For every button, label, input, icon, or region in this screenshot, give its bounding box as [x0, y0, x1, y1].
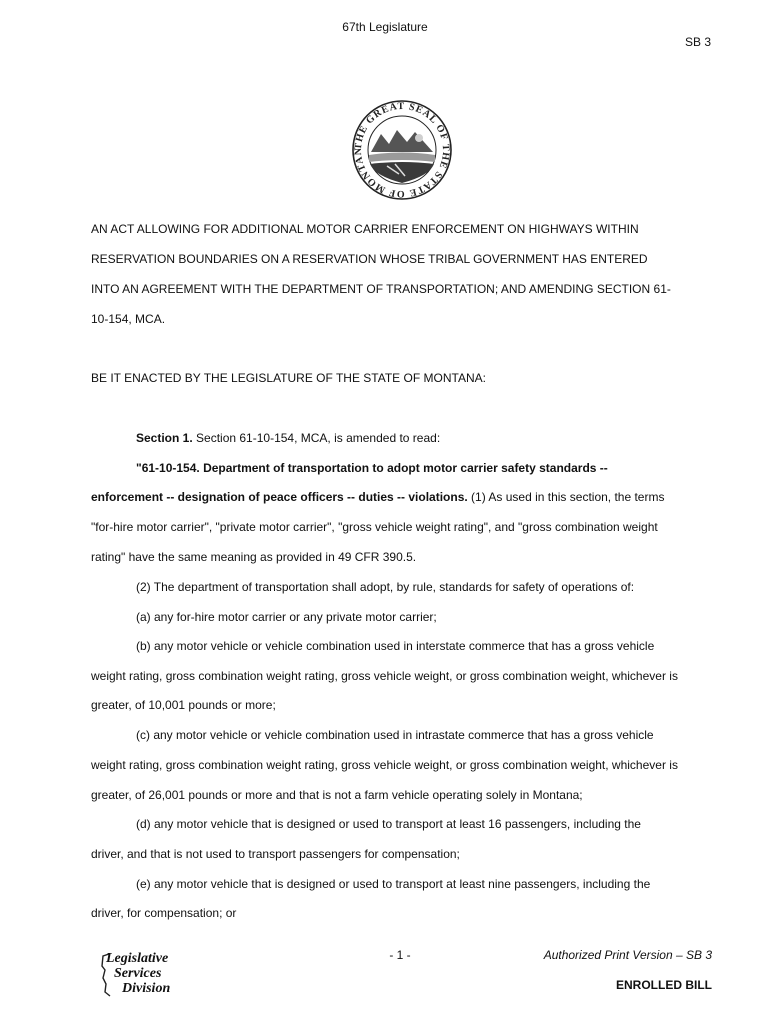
- section-heading-line-2: [91, 490, 664, 504]
- enacting-clause: BE IT ENACTED BY THE LEGISLATURE OF THE STATE OF MONTANA:: [91, 371, 486, 385]
- state-seal-icon: [339, 100, 465, 200]
- page-number: - 1 -: [389, 948, 411, 962]
- body-line: "for-hire motor carrier", "private motor carrier", "gross vehicle weight rating", and "gross combination weight: [91, 520, 658, 534]
- section-1-text: Section 61-10-154, MCA, is amended to read:: [192, 431, 441, 445]
- body-line: greater, of 10,001 pounds or more;: [91, 698, 276, 712]
- body-line: (d) any motor vehicle that is designed or used to transport at least 16 passengers, including the: [136, 817, 641, 831]
- print-version: Authorized Print Version – SB 3: [543, 948, 712, 962]
- enrolled-bill-label: ENROLLED BILL: [616, 978, 712, 992]
- logo-line-1: Legislative: [106, 951, 169, 966]
- section-1-intro: [136, 431, 440, 445]
- state-seal: [339, 100, 465, 200]
- logo-line-3: Division: [122, 981, 171, 996]
- section-heading-line-1: "61-10-154. Department of transportation to adopt motor carrier safety standards --: [136, 461, 608, 475]
- title-line: RESERVATION BOUNDARIES ON A RESERVATION WHOSE TRIBAL GOVERNMENT HAS ENTERED: [91, 252, 648, 266]
- body-line: (b) any motor vehicle or vehicle combination used in interstate commerce that has a gross vehicle: [136, 639, 655, 653]
- body-line: weight rating, gross combination weight rating, gross vehicle weight, or gross combination weight, whichever is: [91, 669, 678, 683]
- body-line: driver, and that is not used to transport passengers for compensation;: [91, 847, 460, 861]
- body-line: (a) any for-hire motor carrier or any private motor carrier;: [136, 610, 437, 624]
- seal-text: THE GREAT SEAL OF THE STATE OF MONTAN: [352, 100, 452, 200]
- body-line: (2) The department of transportation shall adopt, by rule, standards for safety of operations of:: [136, 580, 635, 594]
- legislature-label: 67th Legislature: [342, 20, 428, 34]
- title-line: INTO AN AGREEMENT WITH THE DEPARTMENT OF TRANSPORTATION; AND AMENDING SECTION 61-: [91, 282, 671, 296]
- body-line: greater, of 26,001 pounds or more and that is not a farm vehicle operating solely in Montana;: [91, 788, 583, 802]
- title-line: 10-154, MCA.: [91, 312, 166, 326]
- title-line: AN ACT ALLOWING FOR ADDITIONAL MOTOR CARRIER ENFORCEMENT ON HIGHWAYS WITHIN: [91, 222, 639, 236]
- logo-line-2: Services: [114, 966, 162, 981]
- body-line: weight rating, gross combination weight rating, gross vehicle weight, or gross combination weight, whichever is: [91, 758, 678, 772]
- section-heading-bold: enforcement -- designation of peace officers -- duties -- violations.: [91, 490, 468, 504]
- body-line: driver, for compensation; or: [91, 906, 237, 920]
- section-1-label: Section 1.: [136, 431, 193, 445]
- body-line: (c) any motor vehicle or vehicle combination used in intrastate commerce that has a gross vehicle: [136, 728, 654, 742]
- section-heading-rest: (1) As used in this section, the terms: [467, 490, 665, 504]
- body-line: (e) any motor vehicle that is designed or used to transport at least nine passengers, including the: [136, 877, 651, 891]
- body-line: rating" have the same meaning as provided in 49 CFR 390.5.: [91, 550, 417, 564]
- bill-id: SB 3: [684, 35, 711, 49]
